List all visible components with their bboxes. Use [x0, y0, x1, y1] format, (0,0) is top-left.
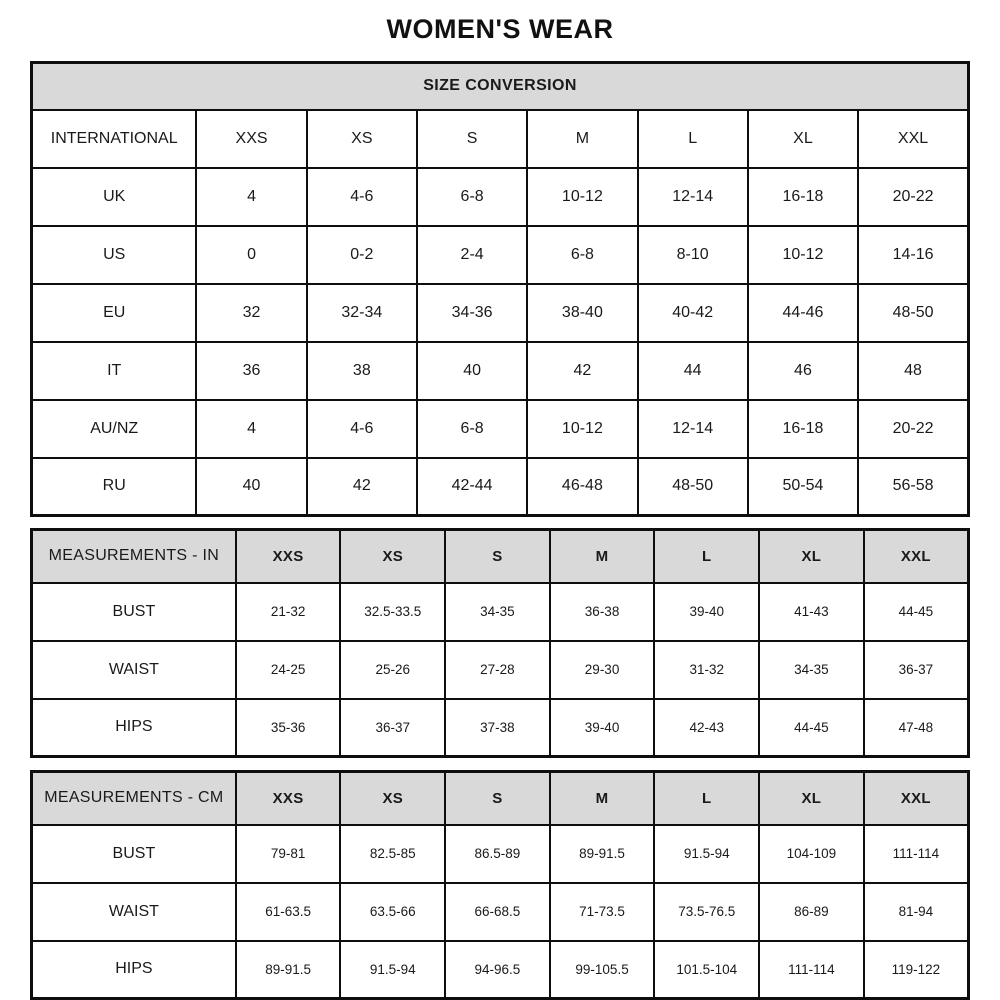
table-row: [32, 284, 969, 342]
row-label: HIPS: [32, 941, 236, 999]
size-value-cell: 6-8: [417, 168, 527, 226]
table-row: [32, 458, 969, 516]
size-value-cell: 48-50: [638, 458, 748, 516]
row-label: WAIST: [32, 641, 236, 699]
size-value-cell: 4-6: [307, 168, 417, 226]
size-value-cell: 0: [196, 226, 306, 284]
size-conversion-band-row: [32, 63, 969, 110]
page-title: WOMEN'S WEAR: [386, 14, 614, 44]
measurements-in-table: [30, 528, 970, 758]
size-value-cell: 36-37: [864, 641, 969, 699]
size-value-cell: XS: [307, 110, 417, 168]
size-value-cell: 91.5-94: [340, 941, 445, 999]
size-value-cell: 46: [748, 342, 858, 400]
size-value-cell: 86.5-89: [445, 825, 550, 883]
row-label: UK: [32, 168, 197, 226]
size-column-header: L: [654, 772, 759, 825]
size-value-cell: 0-2: [307, 226, 417, 284]
size-value-cell: 8-10: [638, 226, 748, 284]
row-label: BUST: [32, 825, 236, 883]
measurements-in-body: [32, 530, 969, 757]
size-column-header: XL: [759, 772, 864, 825]
size-value-cell: 42-44: [417, 458, 527, 516]
size-value-cell: 47-48: [864, 699, 969, 757]
size-value-cell: 35-36: [236, 699, 341, 757]
size-value-cell: 38-40: [527, 284, 637, 342]
size-value-cell: 79-81: [236, 825, 341, 883]
table-row: [32, 699, 969, 757]
size-value-cell: 40: [196, 458, 306, 516]
size-column-header: L: [654, 530, 759, 583]
size-value-cell: 44: [638, 342, 748, 400]
size-value-cell: 42: [307, 458, 417, 516]
table-row: [32, 883, 969, 941]
table-row: [32, 583, 969, 641]
size-value-cell: 4: [196, 168, 306, 226]
size-value-cell: 91.5-94: [654, 825, 759, 883]
size-value-cell: 50-54: [748, 458, 858, 516]
size-value-cell: 111-114: [864, 825, 969, 883]
table-row: [32, 226, 969, 284]
table-row: [32, 342, 969, 400]
size-column-header: M: [550, 530, 655, 583]
size-value-cell: 36-38: [550, 583, 655, 641]
size-header-row: [32, 772, 969, 825]
size-value-cell: 44-45: [864, 583, 969, 641]
table-row: [32, 825, 969, 883]
size-value-cell: 56-58: [858, 458, 968, 516]
row-label: IT: [32, 342, 197, 400]
size-value-cell: 39-40: [550, 699, 655, 757]
size-column-header: XXS: [236, 772, 341, 825]
size-value-cell: 40-42: [638, 284, 748, 342]
row-label: HIPS: [32, 699, 236, 757]
measurements-cm-body: [32, 772, 969, 999]
size-value-cell: 101.5-104: [654, 941, 759, 999]
size-value-cell: 82.5-85: [340, 825, 445, 883]
size-value-cell: 27-28: [445, 641, 550, 699]
size-value-cell: 71-73.5: [550, 883, 655, 941]
size-value-cell: 25-26: [340, 641, 445, 699]
size-conversion-table: [30, 61, 970, 517]
size-value-cell: 12-14: [638, 400, 748, 458]
size-value-cell: 34-35: [759, 641, 864, 699]
size-value-cell: 32.5-33.5: [340, 583, 445, 641]
size-value-cell: 104-109: [759, 825, 864, 883]
size-value-cell: 31-32: [654, 641, 759, 699]
size-value-cell: 4-6: [307, 400, 417, 458]
size-value-cell: 119-122: [864, 941, 969, 999]
row-label: EU: [32, 284, 197, 342]
size-column-header: XXL: [864, 772, 969, 825]
size-value-cell: M: [527, 110, 637, 168]
size-value-cell: 38: [307, 342, 417, 400]
size-value-cell: 4: [196, 400, 306, 458]
size-value-cell: 6-8: [417, 400, 527, 458]
size-value-cell: 10-12: [527, 400, 637, 458]
measurements-cm-table: [30, 770, 970, 1000]
size-value-cell: 89-91.5: [550, 825, 655, 883]
size-column-header: S: [445, 772, 550, 825]
size-value-cell: 14-16: [858, 226, 968, 284]
size-value-cell: 16-18: [748, 168, 858, 226]
size-value-cell: 12-14: [638, 168, 748, 226]
size-value-cell: 10-12: [748, 226, 858, 284]
size-column-header: XL: [759, 530, 864, 583]
size-value-cell: 89-91.5: [236, 941, 341, 999]
size-conversion-title: SIZE CONVERSION: [32, 63, 969, 110]
size-column-header: XS: [340, 772, 445, 825]
table-row: [32, 168, 969, 226]
row-label: RU: [32, 458, 197, 516]
size-value-cell: 42: [527, 342, 637, 400]
size-value-cell: 10-12: [527, 168, 637, 226]
size-column-header: XXS: [236, 530, 341, 583]
size-value-cell: 40: [417, 342, 527, 400]
size-value-cell: 94-96.5: [445, 941, 550, 999]
size-value-cell: 99-105.5: [550, 941, 655, 999]
table-row: [32, 941, 969, 999]
size-value-cell: 34-35: [445, 583, 550, 641]
size-value-cell: 20-22: [858, 400, 968, 458]
size-value-cell: 36: [196, 342, 306, 400]
size-value-cell: XL: [748, 110, 858, 168]
size-value-cell: 44-46: [748, 284, 858, 342]
size-header-row: [32, 530, 969, 583]
table-row: [32, 400, 969, 458]
size-column-header: XS: [340, 530, 445, 583]
size-value-cell: 36-37: [340, 699, 445, 757]
size-value-cell: 44-45: [759, 699, 864, 757]
size-column-header: S: [445, 530, 550, 583]
table-row: [32, 641, 969, 699]
size-value-cell: 81-94: [864, 883, 969, 941]
size-value-cell: 48: [858, 342, 968, 400]
size-value-cell: 66-68.5: [445, 883, 550, 941]
size-value-cell: 2-4: [417, 226, 527, 284]
size-value-cell: 41-43: [759, 583, 864, 641]
size-value-cell: 6-8: [527, 226, 637, 284]
size-value-cell: 20-22: [858, 168, 968, 226]
size-value-cell: XXL: [858, 110, 968, 168]
measurements-unit-label: MEASUREMENTS - IN: [32, 530, 236, 583]
size-value-cell: 46-48: [527, 458, 637, 516]
size-value-cell: 86-89: [759, 883, 864, 941]
size-value-cell: 111-114: [759, 941, 864, 999]
row-label: BUST: [32, 583, 236, 641]
size-value-cell: S: [417, 110, 527, 168]
size-column-header: XXL: [864, 530, 969, 583]
measurements-unit-label: MEASUREMENTS - CM: [32, 772, 236, 825]
size-value-cell: 61-63.5: [236, 883, 341, 941]
size-value-cell: 73.5-76.5: [654, 883, 759, 941]
size-value-cell: XXS: [196, 110, 306, 168]
size-conversion-body: [32, 110, 969, 516]
size-value-cell: 48-50: [858, 284, 968, 342]
size-value-cell: 32-34: [307, 284, 417, 342]
size-value-cell: 21-32: [236, 583, 341, 641]
size-value-cell: L: [638, 110, 748, 168]
size-value-cell: 34-36: [417, 284, 527, 342]
size-value-cell: 39-40: [654, 583, 759, 641]
row-label: INTERNATIONAL: [32, 110, 197, 168]
size-value-cell: 29-30: [550, 641, 655, 699]
size-value-cell: 32: [196, 284, 306, 342]
row-label: US: [32, 226, 197, 284]
table-row: [32, 110, 969, 168]
size-value-cell: 24-25: [236, 641, 341, 699]
size-value-cell: 63.5-66: [340, 883, 445, 941]
row-label: AU/NZ: [32, 400, 197, 458]
size-column-header: M: [550, 772, 655, 825]
size-value-cell: 16-18: [748, 400, 858, 458]
size-value-cell: 37-38: [445, 699, 550, 757]
row-label: WAIST: [32, 883, 236, 941]
size-value-cell: 42-43: [654, 699, 759, 757]
